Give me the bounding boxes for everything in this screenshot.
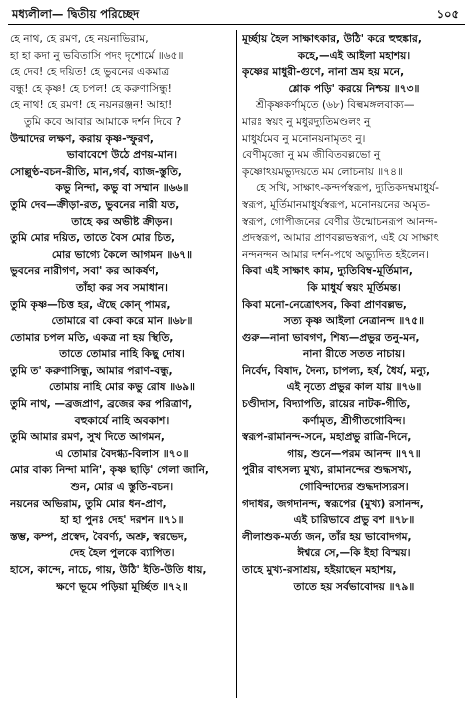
left-verse-line: তুমি কবে আবার আমাকে দর্শন দিবে ? [24, 115, 182, 128]
right-verse-line: মারঃ স্বয়ং নু মধুরদ্যুতিমণ্ডলং নু [242, 115, 371, 128]
right-verse-line: সত্য কৃষ্ণ আইলা নেত্রানন্দ ॥৭৫॥ [283, 315, 425, 328]
left-verse-line: দেহ হৈল পুলকে ব্যাপিত। [69, 547, 175, 560]
left-verse-line: ক্ষণে ভূমে পড়িয়া মূর্চ্ছিত ॥৭২॥ [56, 580, 188, 593]
right-verse-line: তাতে হয় সর্বভাবোদয় ॥৭৯॥ [293, 580, 415, 593]
right-verse-line: কিবা এই সাক্ষাৎ কাম, দ্যুতিবিম্ব-মূর্তিমান, [242, 265, 413, 278]
left-verse-line: ভাবাবেশে উঠে প্রণয়-মান। [66, 149, 178, 162]
right-verse-line: কৃষ্ণোঽয়মভ্যুদয়তে মম লোচনায় ॥৭৪॥ [242, 165, 404, 178]
right-verse-line: নির্বেদ, বিষাদ, দৈন্য, চাপল্য, হর্ষ, ধৈর্য, মন্যু, [242, 364, 430, 377]
left-verse-line: তাতে তোমার নাহি কিছু দোষ। [59, 348, 185, 361]
left-verse-line: মোর ভাগ্যে কৈলে আগমন ॥৬৭॥ [51, 248, 193, 261]
right-verse-line: কর্ণামৃত, শ্রীগীতগোবিন্দ। [302, 414, 406, 427]
running-header [8, 6, 465, 24]
left-verse-line: কভু নিন্দা, কভু বা সম্মান ॥৬৬॥ [55, 182, 189, 195]
left-verse-line: নয়নের অভিরাম, তুমি মোর ধন-প্রাণ, [10, 497, 167, 510]
right-verse-line: গায়, শুনে—পরম আনন্দ ॥৭৭॥ [287, 447, 421, 460]
left-verse-line: হে দেব! হে দয়িত! হে ভুবনের একমাত্র [10, 66, 170, 79]
right-verse-line: ঈশ্বরে সে,—কি ইহা বিস্ময়। [297, 547, 411, 560]
right-verse-line: কৃষ্ণের মাধুরী-গুণে, নানা ভ্রম হয় মনে, [242, 66, 405, 79]
left-verse-line: এ তোমার বৈদগ্ধ্য-বিলাস ॥৭০॥ [55, 447, 189, 460]
left-verse-line: বহুকার্যে নাহি অবকাশ। [74, 414, 170, 427]
left-verse-line: তোমার চপল মতি, একত্র না হয় স্থিতি, [10, 331, 174, 344]
right-column [242, 31, 466, 693]
left-verse-line: তুমি দেব—ক্রীড়া-রত, ভুবনের নারী যত, [10, 198, 180, 211]
left-verse-line: হাসে, কান্দে, নাচে, গায়, উঠি' ইতি-উতি ধায়, [10, 564, 207, 576]
left-verse-line: হা হা পুনঃ দেহ' দরশন ॥৭১॥ [60, 514, 184, 527]
left-verse-line: তুমি ত' করুণাসিন্ধু, আমার পরাণ-বন্ধু, [10, 364, 173, 377]
left-verse-line: তুমি নাথ, —ব্রজপ্রাণ, ব্রজের কর পরিত্রাণ, [10, 398, 193, 411]
left-verse-line: মোর বাক্য নিন্দা মানি', কৃষ্ণ ছাড়ি' গেলা জানি, [10, 464, 209, 477]
right-verse-line: শ্রীকৃষ্ণকর্ণামৃতে (৬৮) বিল্বমঙ্গলবাক্য— [256, 99, 415, 112]
right-verse-line: চণ্ডীদাস, বিদ্যাপতি, রায়ের নাটক-গীতি, [242, 398, 411, 411]
left-verse-line: হে নাথ, হে রমণ, হে নয়নাভিরাম, [10, 33, 149, 45]
right-verse-line: প্রদস্বরূপ, আমার প্রাণবল্লভস্বরূপ, এই যে সাক্ষাৎ [242, 232, 439, 245]
column-divider [236, 30, 237, 698]
right-verse-line: পুরীর বাৎসল্য মুখ্য, রামানন্দের শুদ্ধসখ্য, [242, 464, 412, 477]
left-verse-line: শুন, মোর এ স্তুতি-বচন। [70, 481, 174, 494]
left-verse-line: হে নাথ! হে রমণ! হে নয়নরঞ্জন! আহা! [10, 99, 173, 112]
left-verse-line: তাঁহা কর সব সমাধান। [76, 281, 168, 294]
right-verse-line: গুরু—নানা ভাবগণ, শিষ্য—প্রভুর তনু-মন, [242, 331, 420, 344]
left-verse-line: তুমি আমার রমণ, সুখ দিতে আগমন, [10, 431, 165, 444]
right-verse-line: মাধুর্যমেব নু মনোনয়নামৃতং নু। [242, 132, 366, 145]
right-verse-line: তাহে মুখ্য-রসাশ্রয়, হইয়াছেন মহাশয়, [242, 564, 397, 576]
left-column [10, 31, 234, 693]
right-verse-line: বেণীমৃজো নু মম জীবিতবল্লভো নু [242, 149, 381, 162]
right-verse-line: শ্লোক পড়ি' করয়ে নিশ্চয় ॥৭৩॥ [288, 82, 420, 95]
left-verse-line: তুমি মোর দয়িত, তাতে বৈস মোর চিত, [10, 232, 176, 245]
right-verse-line: নন্দনন্দন আমার দর্শন-পথে অভ্যুদিত হইলেন। [242, 248, 429, 261]
right-verse-line: মূর্চ্ছায় হৈল সাক্ষাৎকার, উঠি' করে হুহুঙ্কার, [242, 33, 422, 45]
right-verse-line: কহে,—এই আইলা মহাশয়। [297, 49, 411, 62]
right-verse-line: গদাধর, জগদানন্দ, স্বরূপের (মুখ্য) রসানন্দ, [242, 497, 424, 510]
right-verse-line: কি মাধুর্য স্বয়ং মূর্তিমন্ত। [307, 281, 401, 294]
left-verse-line: উন্মাদের লক্ষণ, করায় কৃষ্ণ-স্ফুরণ, [10, 132, 154, 145]
left-verse-line: তোমায় নাহি মোর কভু রোষ ॥৬৯॥ [48, 381, 196, 394]
right-verse-line: স্বরূপ, গোপীজনের বেণীর উন্মোচনরূপ আনন্দ- [242, 215, 438, 228]
left-verse-line: বন্ধু! হে কৃষ্ণ! হে চপল! হে করুণাসিন্ধু! [10, 82, 172, 95]
left-verse-line: তাহে কর অভীষ্ট ক্রীড়ন। [71, 215, 173, 228]
page-number: ১০৫ [436, 7, 459, 21]
left-verse-line: সোল্লুণ্ঠ-বচন-রীতি, মান,গর্ব, ব্যাজ-স্তুতি, [10, 165, 182, 178]
left-verse-line: তুমি কৃষ্ণ—চিত্ত হর, ঐছে কোন্ পামর, [10, 298, 171, 311]
right-verse-line: গোবিন্দাদ্যের শুদ্ধদাস্যরস। [299, 481, 409, 494]
left-verse-line: হা হা কদা নু ভবিতাসি পদং দৃশোর্মে ॥৬৫॥ [10, 49, 184, 62]
right-verse-line: এই চারিভাবে প্রভু বশ ॥৭৮॥ [293, 514, 415, 527]
header-rule [8, 24, 465, 25]
left-verse-line: স্তম্ভ, কম্প, প্রস্বেদ, বৈবর্ণ্য, অশ্রু, স্বরভেদ, [10, 530, 188, 543]
chapter-title: মধ্যলীলা— দ্বিতীয় পরিচ্ছেদ [12, 7, 140, 21]
right-verse-line: নানা রীতে সতত নাচায়। [302, 348, 406, 361]
right-verse-line: এই নৃত্যে প্রভুর কাল যায় ॥৭৬॥ [286, 381, 422, 394]
right-verse-line: স্বরূপ, মূর্তিমানমাধুর্যস্বরূপ, মনোনয়নের অমৃত- [242, 198, 431, 211]
left-verse-line: তোমারে বা কেবা করে মান ॥৬৮॥ [51, 315, 193, 328]
right-verse-line: লীলাশুক-মর্ত্য জন, তাঁর হয় ভাবোদগম, [242, 530, 412, 543]
right-verse-line: কিবা মনো-নেত্রোৎসব, কিবা প্রাণবল্লভ, [242, 298, 407, 311]
left-verse-line: ভুবনের নারীগণ, সবা' কর আকর্ষণ, [10, 265, 160, 278]
right-verse-line: হে সখি, সাক্ষাৎ-কন্দর্পস্বরূপ, দ্যুতিকদম্বমাধুর্য- [256, 182, 440, 195]
right-verse-line: স্বরূপ-রামানন্দ-সনে, মহাপ্রভু রাত্রি-দিনে, [242, 431, 412, 444]
